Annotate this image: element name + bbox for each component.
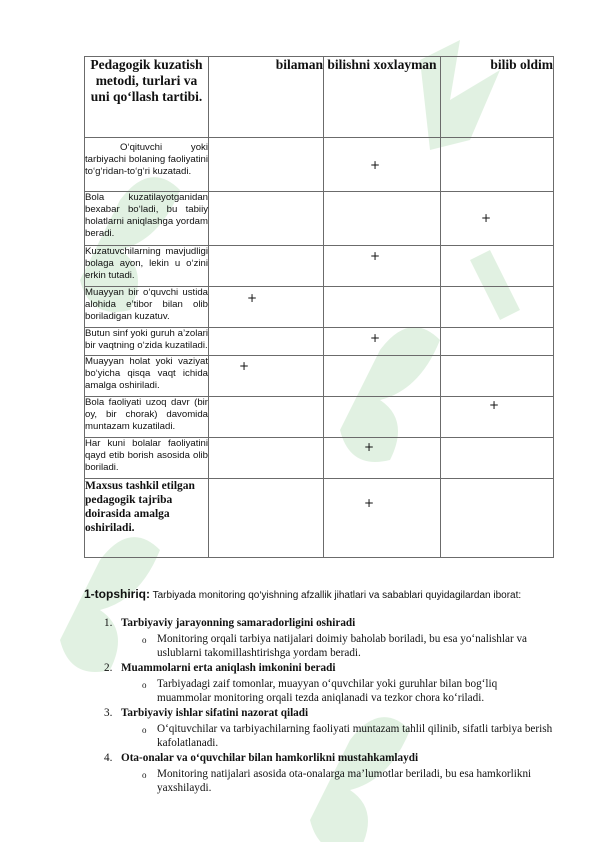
item-detail: Monitoring orqali tarbiya natijalari doimiy baholab boriladi, bu esa yo‘nalishlar va uslublarni takomillashtirishga yordam beradi. <box>157 633 528 659</box>
row-text: Bola kuzatilayotganidan bexabar bo‘ladi, bu tabiiy holatlarni aniqlashga yordam beradi. <box>85 192 209 246</box>
table-row <box>85 479 554 558</box>
item-title: Ota-onalar va o‘quvchilar bilan hamkorlikni mustahkamlaydi <box>121 752 419 764</box>
table-row <box>85 328 554 356</box>
task-label: 1-topshiriq: <box>84 587 150 601</box>
row-text: O‘qituvchi yoki tarbiyachi bolaning faoliyatini to‘g‘ridan-to‘g‘ri kuzatadi. <box>85 138 209 192</box>
table-row <box>85 356 554 397</box>
row-text: Muayyan bir o‘quvchi ustida alohida e’tibor bilan olib boriladigan kuzatuv. <box>85 287 209 328</box>
item-number: 2. <box>104 662 113 674</box>
item-title: Muammolarni erta aniqlash imkonini beradi <box>121 662 336 674</box>
plus-mark: + <box>364 440 375 454</box>
task-line <box>84 587 554 601</box>
row-text: Muayyan holat yoki vaziyat bo‘yicha qisqa vaqt ichida amalga oshiriladi. <box>85 356 209 397</box>
item-title: Tarbiyaviy ishlar sifatini nazorat qiladi <box>121 707 309 719</box>
table-row <box>85 246 554 287</box>
kwl-table <box>84 56 554 558</box>
plus-mark: + <box>364 496 375 510</box>
header-want-to-know: bilishni xoxlayman <box>324 57 441 138</box>
plus-mark: + <box>247 291 258 305</box>
list-item <box>104 706 554 750</box>
row-text: Maxsus tashkil etilgan pedagogik tajriba doirasida amalga oshiriladi. <box>85 479 209 558</box>
item-detail: Monitoring natijalari asosida ota-onalarga ma’lumotlar beriladi, bu esa hamkorlikni yaxshilaydi. <box>157 768 532 794</box>
table-row <box>85 192 554 246</box>
bullet-icon: o <box>142 725 147 735</box>
bullet-icon: o <box>142 635 147 645</box>
header-method: Pedagogik kuzatish metodi, turlari va uni qo‘llash tartibi. <box>85 57 209 138</box>
item-number: 4. <box>104 752 113 764</box>
list-item <box>104 661 554 705</box>
item-detail: Tarbiyadagi zaif tomonlar, muayyan o‘quvchilar yoki guruhlar bilan bog‘liq muammolar monitoring orqali tezda aniqlanadi va tezkor chora ko‘riladi. <box>157 678 498 704</box>
header-learned: bilib oldim <box>441 57 554 138</box>
table-row <box>85 287 554 328</box>
row-text: Bola faoliyati uzoq davr (bir oy, bir chorak) davomida muntazam kuzatiladi. <box>85 397 209 438</box>
list-item <box>104 751 554 795</box>
plus-mark: + <box>370 249 381 263</box>
row-text: Kuzatuvchilarning mavjudligi bolaga ayon, lekin u o‘zini erkin tutadi. <box>85 246 209 287</box>
plus-mark: + <box>370 331 381 345</box>
table-row <box>85 138 554 192</box>
header-know: bilaman <box>209 57 324 138</box>
plus-mark: + <box>489 398 500 412</box>
plus-mark: + <box>239 359 250 373</box>
row-text: Har kuni bolalar faoliyatini qayd etib borish asosida olib boriladi. <box>85 438 209 479</box>
bullet-icon: o <box>142 770 147 780</box>
list-item <box>104 616 554 660</box>
item-title: Tarbiyaviy jarayonning samaradorligini oshiradi <box>121 617 356 629</box>
bullet-icon: o <box>142 680 147 690</box>
task-text: Tarbiyada monitoring qo‘yishning afzallik jihatlari va sabablari quyidagilardan iborat: <box>152 590 522 601</box>
plus-mark: + <box>370 158 381 172</box>
item-number: 3. <box>104 707 113 719</box>
table-header-row <box>85 57 554 138</box>
plus-mark: + <box>481 211 492 225</box>
table-row <box>85 397 554 438</box>
row-text: Butun sinf yoki guruh a’zolari bir vaqtning o‘zida kuzatiladi. <box>85 328 209 356</box>
advantages-list <box>104 616 554 796</box>
item-detail: O‘qituvchilar va tarbiyachilarning faoliyati muntazam tahlil qilinib, sifatli tarbiya berish kafolatlanadi. <box>157 723 553 749</box>
table-row <box>85 438 554 479</box>
item-number: 1. <box>104 617 113 629</box>
